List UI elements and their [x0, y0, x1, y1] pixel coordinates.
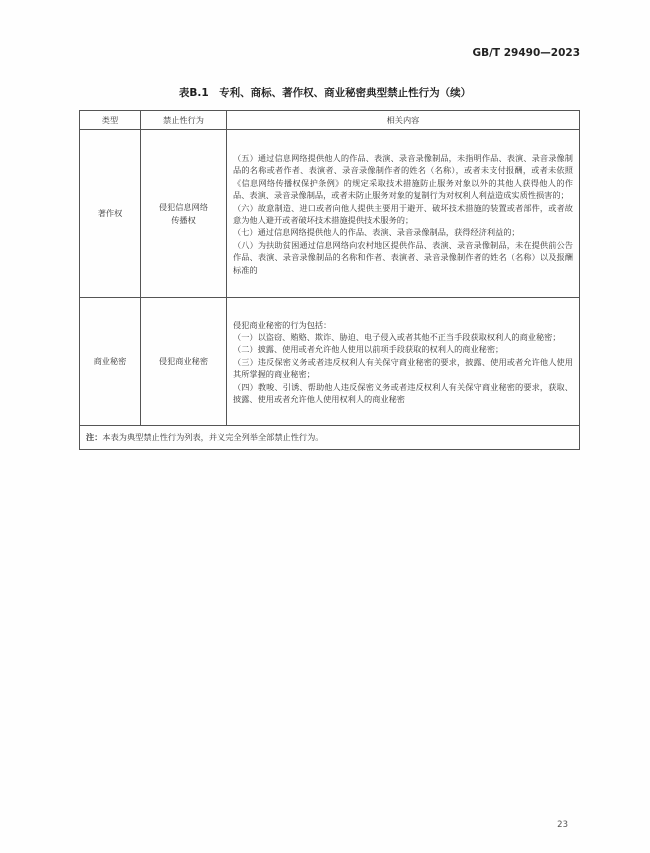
row-content-cell: [227, 298, 580, 426]
row-content-cell: [227, 130, 580, 298]
table-note: [80, 426, 580, 450]
content-paragraph: （七）通过信息网络提供他人的作品、表演、录音录像制品，获得经济利益的；: [233, 227, 520, 238]
table-row-trade-secret: [80, 298, 580, 426]
behavior-line: 侵犯信息网络: [158, 202, 209, 213]
behavior-line: 传播权: [171, 214, 196, 225]
note-label: 注：: [86, 432, 103, 443]
content-paragraph: （八）为扶助贫困通过信息网络向农村地区提供作品、表演、录音录像制品，未在提供前公告作品、表演、录音录像制品的名称和作者、表演者、录音录像制作者的姓名（名称）以及报酬标准的: [233, 239, 573, 275]
table-row-copyright: [80, 130, 580, 298]
content-paragraph: （六）故意制造、进口或者向他人提供主要用于避开、破坏技术措施的装置或者部件，或者故意为他人避开或者破坏技术措施提供技术服务的；: [233, 202, 573, 225]
content-paragraph: （一）以盗窃、贿赂、欺诈、胁迫、电子侵入或者其他不正当手段获取权利人的商业秘密；: [233, 331, 561, 342]
table-header-row: [80, 111, 580, 130]
standard-code: GB/T 29490—2023: [472, 47, 580, 59]
page-number: 23: [557, 820, 568, 830]
content-paragraph: （四）教唆、引诱、帮助他人违反保密义务或者违反权利人有关保守商业秘密的要求，获取、披露、使用或者允许他人使用权利人的商业秘密: [233, 381, 573, 405]
behavior-line: 侵犯商业秘密: [158, 356, 209, 367]
row-behavior-cell: [141, 130, 227, 298]
content-paragraph: （三）违反保密义务或者违反权利人有关保守商业秘密的要求，披露、使用或者允许他人使用其所掌握的商业秘密；: [233, 356, 573, 380]
row-type-cell: 著作权: [80, 130, 141, 298]
column-header-behavior: 禁止性行为: [141, 111, 227, 130]
prohibited-behaviors-table: [79, 110, 580, 450]
table-note-row: [80, 426, 580, 450]
content-paragraph: 侵犯商业秘密的行为包括：: [233, 319, 332, 330]
column-header-type: 类型: [80, 111, 141, 130]
column-header-content: 相关内容: [227, 111, 580, 130]
content-paragraph: （二）披露、使用或者允许他人使用以前项手段获取的权利人的商业秘密；: [233, 344, 504, 355]
table-title: 表B.1 专利、商标、著作权、商业秘密典型禁止性行为（续）: [178, 87, 472, 99]
row-type-cell: 商业秘密: [80, 298, 141, 426]
note-text: 本表为典型禁止性行为列表，并义完全列举全部禁止性行为。: [102, 432, 324, 443]
row-behavior-cell: [141, 298, 227, 426]
content-paragraph: （五）通过信息网络提供他人的作品、表演、录音录像制品，未指明作品、表演、录音录像制品的名称或者作者、表演者、录音录像制作者的姓名（名称），或者未支付报酬，或者未依照《信息网络传播权保护条例》的规定采取技术措施防止服务对象以外的其他人获得他人的作品、表演、录音录像制品，或者未防止服务对象的复制行为对权利人利益造成实质性损害的；: [233, 152, 573, 201]
